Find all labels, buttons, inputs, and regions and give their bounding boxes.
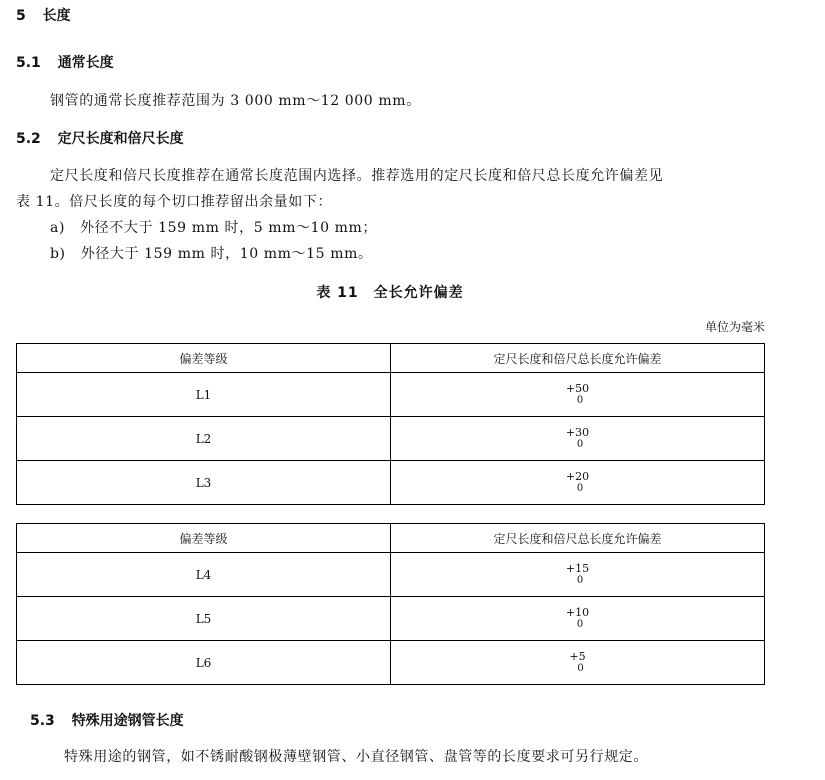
grade-cell: L1 xyxy=(17,373,391,417)
tolerance-cell xyxy=(391,553,765,597)
section-5-1-heading xyxy=(16,52,114,72)
grade-cell: L4 xyxy=(17,553,391,597)
list-item-b xyxy=(50,243,373,263)
tolerance-cell xyxy=(391,461,765,505)
list-item-a xyxy=(50,217,377,237)
grade-cell: L2 xyxy=(17,417,391,461)
paragraph-line: 定尺长度和倍尺长度推荐在通常长度范围内选择。推荐选用的定尺长度和倍尺总长度允许偏差见 xyxy=(50,168,664,184)
tolerance-table-part-1 xyxy=(16,343,765,505)
section-title: 通常长度 xyxy=(57,55,114,71)
section-5-heading xyxy=(16,5,71,25)
upper-deviation: +30 xyxy=(565,425,590,439)
list-marker: b) xyxy=(50,246,66,262)
paragraph: 特殊用途的钢管，如不锈耐酸钢极薄壁钢管、小直径钢管、盘管等的长度要求可另行规定。 xyxy=(64,749,648,765)
lower-deviation: 0 xyxy=(576,394,584,406)
section-number: 5.2 xyxy=(16,131,41,147)
grade-cell: L3 xyxy=(17,461,391,505)
upper-deviation: +20 xyxy=(565,469,590,483)
table-caption: 表 11 全长允许偏差 xyxy=(316,285,464,301)
header-grade: 偏差等级 xyxy=(17,524,391,553)
upper-deviation: +15 xyxy=(565,561,590,575)
table-row xyxy=(17,461,765,505)
section-title: 定尺长度和倍尺长度 xyxy=(57,131,184,147)
header-tolerance: 定尺长度和倍尺总长度允许偏差 xyxy=(391,344,765,373)
list-text: 外径大于 159 mm 时，10 mm～15 mm。 xyxy=(80,246,373,262)
list-marker: a) xyxy=(50,220,66,236)
table-row xyxy=(17,597,765,641)
table-unit: 单位为毫米 xyxy=(704,320,765,334)
section-5-3-heading xyxy=(30,710,184,730)
header-grade: 偏差等级 xyxy=(17,344,391,373)
section-number: 5.3 xyxy=(30,713,55,729)
lower-deviation: 0 xyxy=(576,618,584,630)
table-header-row xyxy=(17,344,765,373)
table-row xyxy=(17,373,765,417)
lower-deviation: 0 xyxy=(576,482,584,494)
lower-deviation: 0 xyxy=(576,438,584,450)
table-row xyxy=(17,417,765,461)
lower-deviation: 0 xyxy=(576,574,584,586)
tolerance-cell xyxy=(391,417,765,461)
section-number: 5.1 xyxy=(16,55,41,71)
section-title: 特殊用途钢管长度 xyxy=(71,713,184,729)
table-header-row xyxy=(17,524,765,553)
tolerance-cell xyxy=(391,373,765,417)
lower-deviation: 0 xyxy=(577,662,584,674)
section-number: 5 xyxy=(16,8,26,24)
tolerance-cell xyxy=(391,597,765,641)
grade-cell: L6 xyxy=(17,641,391,685)
tolerance-cell xyxy=(391,641,765,685)
header-tolerance: 定尺长度和倍尺总长度允许偏差 xyxy=(391,524,765,553)
table-row xyxy=(17,553,765,597)
paragraph-line: 表 11。倍尺长度的每个切口推荐留出余量如下： xyxy=(16,194,333,210)
upper-deviation: +10 xyxy=(565,605,590,619)
paragraph: 钢管的通常长度推荐范围为 3 000 mm～12 000 mm。 xyxy=(50,93,421,109)
upper-deviation: +5 xyxy=(569,649,586,663)
upper-deviation: +50 xyxy=(565,381,590,395)
section-title: 长度 xyxy=(42,8,71,24)
section-5-2-heading xyxy=(16,128,184,148)
list-text: 外径不大于 159 mm 时，5 mm～10 mm； xyxy=(80,220,378,236)
grade-cell: L5 xyxy=(17,597,391,641)
table-row xyxy=(17,641,765,685)
tolerance-table-part-2 xyxy=(16,523,765,685)
